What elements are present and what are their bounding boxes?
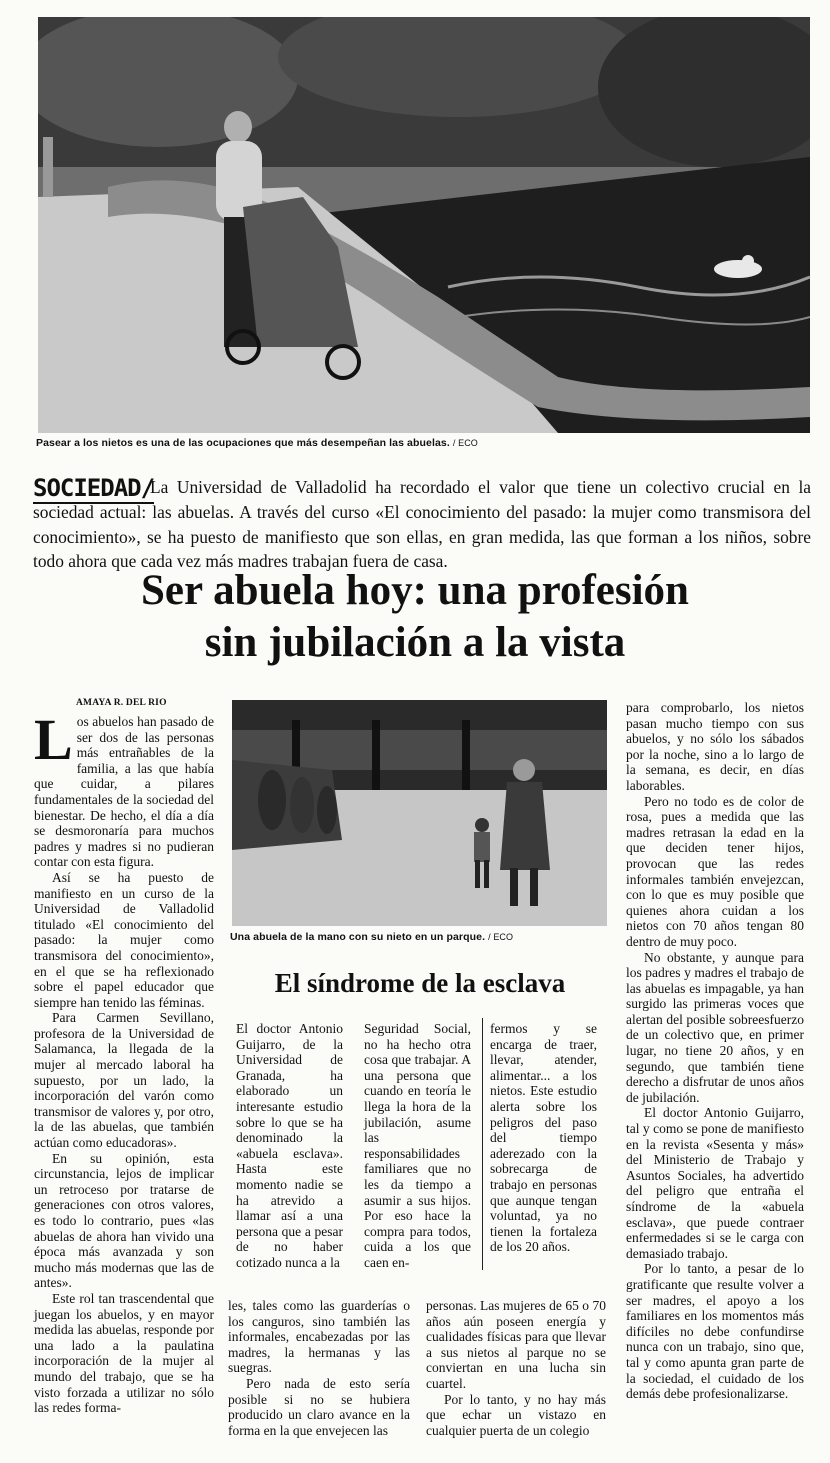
lead-paragraph: La Universidad de Valladolid ha recordado el valor que tiene un colectivo crucial en la sociedad actual: las abuelas. A través del curso «El conocimiento del pasado: la mujer como transmisora del conocimiento», se ha puesto de manifiesto que son ellas, en gran medida, las que forman a los niños, sobre todo ahora que cada vez más madres trabajan fuera de casa. — [33, 477, 811, 572]
column-divider — [482, 1018, 483, 1270]
col1-paragraph: Este rol tan trascendental que juegan los abuelos, y en mayor medida las abuelas, responde por una lado a la paulatina incorporación de la mujer al mundo del trabajo, que se ha visto forzada a utilizar no sólo las redes forma- — [34, 1290, 214, 1416]
subhead: El síndrome de la esclava — [274, 968, 566, 998]
headline-line-2: sin jubilación a la vista — [204, 619, 626, 666]
col2a-paragraph: El doctor Antonio Guijarro, de la Universidad de Granada, ha elaborado un interesante estudio sobre lo que se ha denominado la «abuela esclava». Hasta este momento nadie se ha atrevido a llamar así a una persona que a pesar de no haber cotizado nunca a la — [236, 1021, 343, 1270]
col1-paragraph: Para Carmen Sevillano, profesora de la Universidad de Salamanca, la llegada de la mujer al mercado laboral ha supuesto, por un lado, la incorporación del varón como transmisor de valores y, por otro, la de las abuelas, que también actúan como educadoras». — [34, 1010, 214, 1151]
byline: AMAYA R. DEL RIO — [76, 698, 167, 708]
col3b-paragraph: personas. Las mujeres de 65 o 70 años aún poseen energía y cualidades físicas para que llevar a sus nietos al parque no se conviertan en una lucha sin cuartel. — [426, 1298, 606, 1391]
col2b-paragraph: Pero nada de esto sería posible si no se hubiera producido un claro avance en la forma en la que envejecen las — [228, 1375, 410, 1438]
headline-line-1: Ser abuela hoy: una profesión — [141, 567, 689, 614]
caption-credit: / ECO — [452, 438, 478, 448]
col1-paragraph — [34, 707, 214, 870]
col1-p1-text: os abuelos han pasado de ser dos de las personas más entrañables de la familia, a las que había que cuidar, a pilares fundamentales de la sociedad del bienestar. De hecho, el día a día se desmoronaría para muchos padres y madres si no pudieran contar con esta figura. — [34, 714, 214, 870]
section-label: SOCIEDAD/ — [33, 474, 155, 502]
column-4a — [490, 1021, 597, 1255]
col5-paragraph: Por lo tanto, a pesar de lo gratificante que resulte volver a ser madres, el apoyo a los familiares en los momentos más difíciles no debe confundirse nunca con un trabajo, sino que, tal y como apunta gran parte de la sociedad, el cuidado de los demás debe profesionalizarse. — [626, 1261, 804, 1402]
col1-paragraph: En su opinión, esta circunstancia, lejos de implicar un retroceso por tratarse de generaciones con otros valores, es todo lo contrario, pues «las abuelas de ahora han vivido una época más avanzada y son mucho más modernas que las de antes». — [34, 1150, 214, 1291]
column-5 — [626, 700, 804, 1402]
photo-caption-middle — [230, 931, 513, 943]
column-1 — [34, 707, 214, 1416]
column-3a — [364, 1021, 471, 1271]
headline — [0, 565, 830, 669]
col5-paragraph: Pero no todo es de color de rosa, pues a medida que las madres retrasan la edad en la que deciden tener hijos, provocan que las redes informales también envejezcan, con lo que es muy posible que quienes ahora cuidan a los nietos con 70 años tengan 80 dentro de muy poco. — [626, 793, 804, 949]
col3a-paragraph: Seguridad Social, no ha hecho otra cosa que trabajar. A una persona que cuando en teoría le llega la hora de la jubilación, asume las responsabilidades familiares que no les da tiempo a asumir a sus hijos. Por eso hace la compra para todos, cuida a los que caen en- — [364, 1021, 471, 1270]
col3b-paragraph: Por lo tanto, y no hay más que echar un vistazo en cualquier puerta de un colegio — [426, 1391, 606, 1438]
photo-grandmother-grandson-park — [232, 700, 607, 926]
col5-paragraph: No obstante, y aunque para los padres y madres el trabajo de las abuelas es impagable, ya han surgido las primeras voces que alertan del posible sobreesfuerzo de un colectivo que, en primer lugar, no tiene 20 años, y en segundo, que también tiene derecho a disfrutar de unos años de jubilación. — [626, 949, 804, 1105]
photo-caption-top — [36, 437, 478, 449]
drop-cap: L — [34, 707, 73, 772]
photo-grandmother-stroller — [38, 17, 810, 433]
column-2a — [236, 1021, 343, 1271]
col5-paragraph: El doctor Antonio Guijarro, tal y como se pone de manifiesto en la revista «Sesenta y más» del Ministerio de Trabajo y Asuntos Sociales, ha advertido del peligro que entraña el síndrome de la «abuela esclava», que puede contraer enfermedades si se le carga con demasiado trabajo. — [626, 1105, 804, 1261]
col1-paragraph: Así se ha puesto de manifiesto en un curso de la Universidad de Valladolid titulado «El conocimiento del pasado: la mujer como transmisora del conocimiento», en el que se ha reflexionado sobre el papel educador que siempre han tenido las féminas. — [34, 869, 214, 1010]
caption-credit: / ECO — [488, 932, 514, 942]
caption-text: Pasear a los nietos es una de las ocupaciones que más desempeñan las abuelas. — [36, 437, 450, 449]
column-3b — [426, 1298, 606, 1438]
col5-paragraph: para comprobarlo, los nietos pasan mucho tiempo con sus abuelos, y no sólo los sábados por la noche, sino a lo largo de la semana, es decir, en días laborables. — [626, 700, 804, 793]
col4a-paragraph: fermos y se encarga de traer, llevar, atender, alimentar... a los nietos. Este estudio alerta sobre los peligros del paso del tiempo aderezado con la sobrecarga de trabajo en personas que aunque tengan voluntad, ya no tienen la fortaleza de los 20 años. — [490, 1021, 597, 1255]
caption-text: Una abuela de la mano con su nieto en un parque. — [230, 931, 486, 943]
column-2b — [228, 1298, 410, 1438]
col2b-paragraph: les, tales como las guarderías o los canguros, sino también las informales, encabezadas por las madres, la hermanas y las suegras. — [228, 1298, 410, 1376]
